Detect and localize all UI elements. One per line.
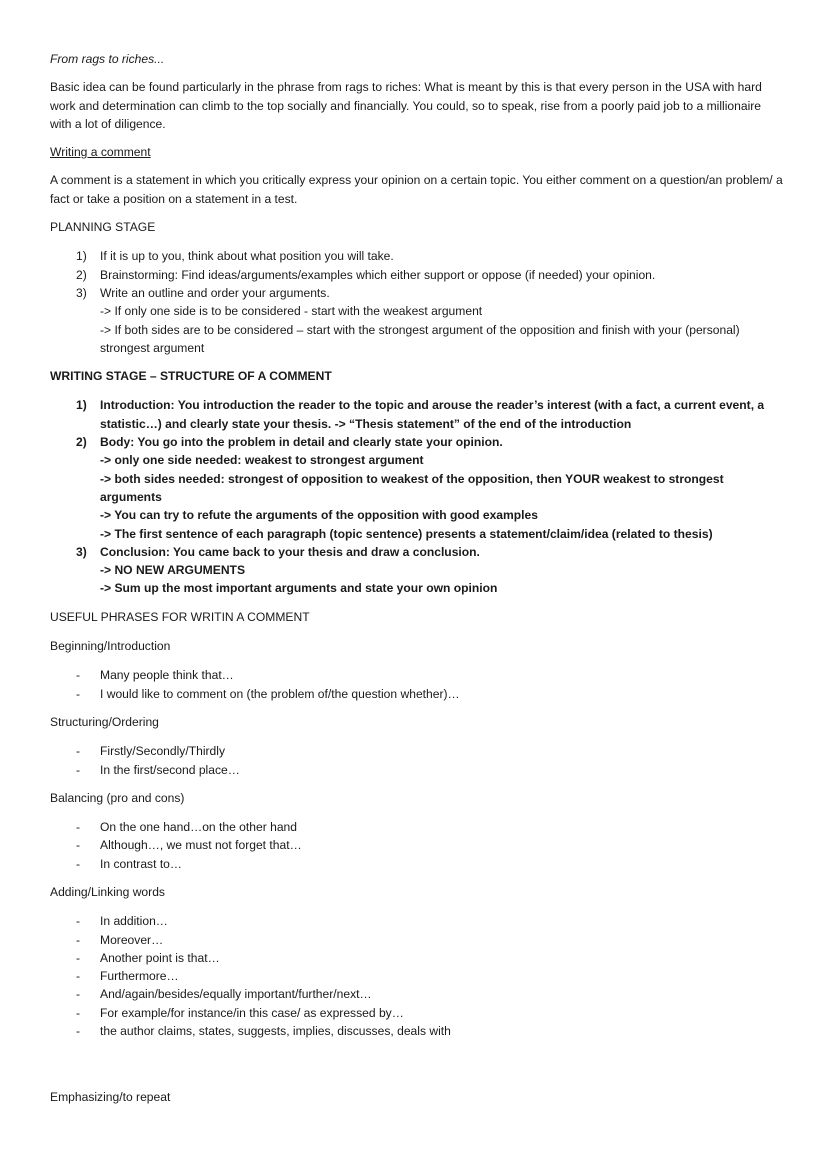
phrase-group-heading: Beginning/Introduction [50,639,171,654]
writing-steps-list [50,396,785,597]
step-text: Body: You go into the problem in detail and clearly state your opinion. [100,435,503,450]
step-subpoint: -> only one side needed: weakest to strongest argument [100,453,424,468]
step-item [50,247,785,265]
phrase-item: - For example/for instance/in this case/ as expressed by… [50,1004,785,1022]
phrase-item: - In addition… [50,912,785,930]
step-subpoint: -> If only one side is to be considered - start with the weakest argument [100,304,483,319]
phrase-group-heading: Balancing (pro and cons) [50,790,185,805]
phrase-list [50,818,785,873]
phrase-list [50,666,785,703]
step-text: Introduction: You introduction the reader to the topic and arouse the reader’s interest (with a fact, a current event, a statistic…) and clearly state your thesis. -> “Thesis statement” of the end of the introduction [100,398,765,431]
step-subpoint: -> You can try to refute the arguments of the opposition with good examples [100,508,538,523]
phrase-list [50,742,785,779]
step-item [50,433,785,543]
phrase-group-heading: Adding/Linking words [50,884,165,899]
phrase-item: - Firstly/Secondly/Thirdly [50,742,785,760]
step-number: 3) [76,285,87,300]
step-subpoint: -> NO NEW ARGUMENTS [100,563,246,578]
writing-stage-heading: WRITING STAGE – STRUCTURE OF A COMMENT [50,369,332,384]
intro-paragraph: Basic idea can be found particularly in the phrase from rags to riches: What is meant by this is that every person in the USA with hard work and determination can climb to the top socially and financially. You could, so to speak, rise from a poorly paid job to a millionaire with a lot of diligence. [50,80,762,131]
step-item [50,543,785,598]
document-title: From rags to riches... [50,52,165,66]
planning-steps-list [50,247,785,357]
comment-definition: A comment is a statement in which you critically express your opinion on a certain topic. You either comment on a question/an problem/ a fact or take a position on a statement in a test. [50,173,783,206]
phrase-item: - In the first/second place… [50,761,785,779]
document-page [50,50,785,1117]
phrase-item: - Another point is that… [50,949,785,967]
useful-phrases-heading: USEFUL PHRASES FOR WRITIN A COMMENT [50,609,310,624]
phrase-item: - Furthermore… [50,967,785,985]
step-item [50,396,785,433]
step-subpoint: -> both sides needed: strongest of opposition to weakest of the opposition, then YOUR weakest to strongest arguments [100,471,724,504]
phrase-item: - And/again/besides/equally important/further/next… [50,985,785,1003]
step-item [50,266,785,284]
step-text: If it is up to you, think about what position you will take. [100,249,394,264]
step-text: Brainstorming: Find ideas/arguments/examples which either support or oppose (if needed) your opinion. [100,267,656,282]
step-text: Conclusion: You came back to your thesis and draw a conclusion. [100,544,480,559]
step-subpoint: -> If both sides are to be considered – start with the strongest argument of the opposition and finish with your (personal) strongest argument [100,322,740,355]
phrase-item: - In contrast to… [50,855,785,873]
emphasizing-heading: Emphasizing/to repeat [50,1090,171,1105]
phrase-item: - the author claims, states, suggests, implies, discusses, deals with [50,1022,785,1040]
step-number: 3) [76,544,87,559]
phrase-item: - Although…, we must not forget that… [50,836,785,854]
phrase-list [50,912,785,1040]
phrase-group-heading: Structuring/Ordering [50,714,159,729]
step-text: Write an outline and order your arguments. [100,285,330,300]
step-subpoint: -> Sum up the most important arguments and state your own opinion [100,581,498,596]
step-number: 2) [76,435,87,450]
phrase-item: - On the one hand…on the other hand [50,818,785,836]
step-number: 2) [76,267,87,282]
step-number: 1) [76,249,87,264]
writing-comment-heading: Writing a comment [50,145,151,160]
phrase-item: - Moreover… [50,931,785,949]
step-subpoint: -> The first sentence of each paragraph (topic sentence) presents a statement/claim/idea (related to thesis) [100,526,713,541]
phrase-item: - I would like to comment on (the problem of/the question whether)… [50,685,785,703]
planning-stage-heading: PLANNING STAGE [50,220,156,235]
step-number: 1) [76,398,87,413]
step-item [50,284,785,357]
phrase-item: - Many people think that… [50,666,785,684]
phrase-groups [50,637,785,1040]
